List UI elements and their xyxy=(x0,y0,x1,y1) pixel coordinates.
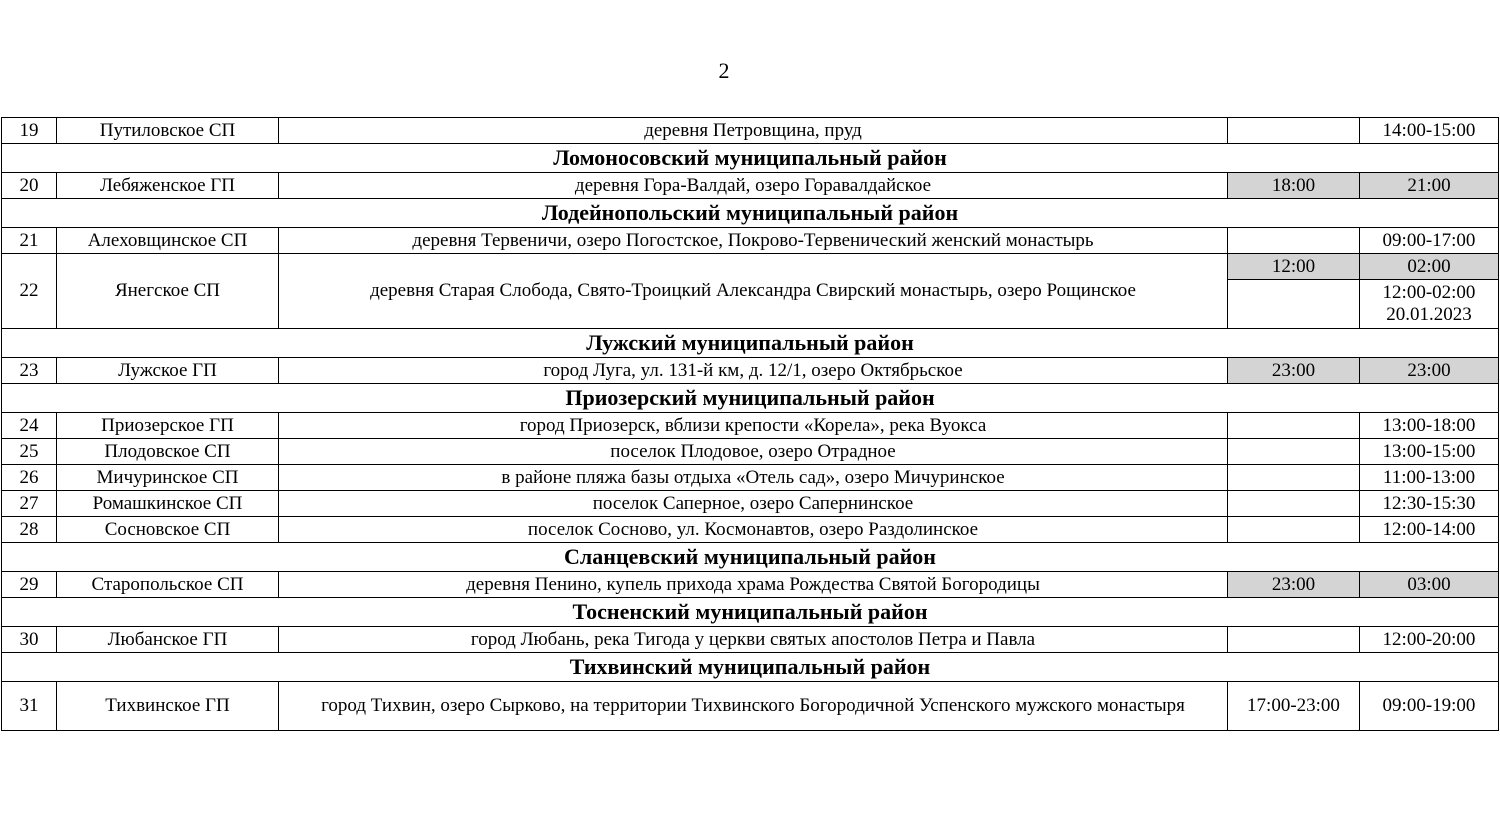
row-number: 26 xyxy=(2,465,57,491)
location-description: деревня Гора-Валдай, озеро Горавалдайское xyxy=(279,173,1228,199)
table-row xyxy=(2,517,1499,543)
table-row xyxy=(2,572,1499,598)
region-title: Приозерский муниципальный район xyxy=(2,384,1499,413)
row-number: 27 xyxy=(2,491,57,517)
table-row xyxy=(2,228,1499,254)
region-title: Лодейнопольский муниципальный район xyxy=(2,199,1499,228)
time-start xyxy=(1228,413,1360,439)
time-start xyxy=(1228,491,1360,517)
region-header-row xyxy=(2,199,1499,228)
time-end: 02:00 xyxy=(1360,254,1499,280)
region-header-row xyxy=(2,653,1499,682)
time-start xyxy=(1228,439,1360,465)
settlement-name: Плодовское СП xyxy=(57,439,279,465)
location-description: деревня Пенино, купель прихода храма Рождества Святой Богородицы xyxy=(279,572,1228,598)
location-description: поселок Сосново, ул. Космонавтов, озеро Раздолинское xyxy=(279,517,1228,543)
settlement-name: Сосновское СП xyxy=(57,517,279,543)
time-end: 23:00 xyxy=(1360,358,1499,384)
time-end: 03:00 xyxy=(1360,572,1499,598)
time-start xyxy=(1228,280,1360,329)
time-end: 12:00-20:00 xyxy=(1360,627,1499,653)
table-row xyxy=(2,413,1499,439)
location-description: город Луга, ул. 131-й км, д. 12/1, озеро Октябрьское xyxy=(279,358,1228,384)
time-end: 09:00-17:00 xyxy=(1360,228,1499,254)
settlement-name: Янегское СП xyxy=(57,254,279,329)
table-row xyxy=(2,439,1499,465)
table-row xyxy=(2,254,1499,280)
settlement-name: Любанское ГП xyxy=(57,627,279,653)
time-start xyxy=(1228,118,1360,144)
time-end: 12:30-15:30 xyxy=(1360,491,1499,517)
page-number: 2 xyxy=(718,58,730,83)
row-number: 21 xyxy=(2,228,57,254)
row-number: 20 xyxy=(2,173,57,199)
row-number: 22 xyxy=(2,254,57,329)
time-end: 13:00-18:00 xyxy=(1360,413,1499,439)
table-row xyxy=(2,465,1499,491)
location-description: город Тихвин, озеро Сырково, на территории Тихвинского Богородичной Успенского мужского монастыря xyxy=(279,682,1228,731)
time-start xyxy=(1228,627,1360,653)
region-header-row xyxy=(2,384,1499,413)
region-title: Ломоносовский муниципальный район xyxy=(2,144,1499,173)
row-number: 30 xyxy=(2,627,57,653)
location-description: деревня Тервеничи, озеро Погостское, Покрово-Тервенический женский монастырь xyxy=(279,228,1228,254)
row-number: 24 xyxy=(2,413,57,439)
table-row xyxy=(2,358,1499,384)
location-description: деревня Петровщина, пруд xyxy=(279,118,1228,144)
time-range-line: 12:00-02:00 xyxy=(1382,282,1476,303)
time-end: 09:00-19:00 xyxy=(1360,682,1499,731)
region-title: Сланцевский муниципальный район xyxy=(2,543,1499,572)
time-end: 11:00-13:00 xyxy=(1360,465,1499,491)
settlement-name: Мичуринское СП xyxy=(57,465,279,491)
time-start xyxy=(1228,465,1360,491)
time-range xyxy=(1360,280,1499,329)
time-start: 18:00 xyxy=(1228,173,1360,199)
time-end: 14:00-15:00 xyxy=(1360,118,1499,144)
settlement-name: Путиловское СП xyxy=(57,118,279,144)
schedule-table xyxy=(1,117,1499,731)
region-title: Лужский муниципальный район xyxy=(2,329,1499,358)
time-start: 17:00-23:00 xyxy=(1228,682,1360,731)
region-header-row xyxy=(2,598,1499,627)
table-row xyxy=(2,682,1499,731)
location-description: деревня Старая Слобода, Свято-Троицкий Александра Свирский монастырь, озеро Рощинское xyxy=(279,254,1228,329)
settlement-name: Старопольское СП xyxy=(57,572,279,598)
time-start xyxy=(1228,517,1360,543)
time-end: 13:00-15:00 xyxy=(1360,439,1499,465)
row-number: 28 xyxy=(2,517,57,543)
time-start: 12:00 xyxy=(1228,254,1360,280)
region-title: Тосненский муниципальный район xyxy=(2,598,1499,627)
region-header-row xyxy=(2,144,1499,173)
location-description: город Любань, река Тигода у церкви святых апостолов Петра и Павла xyxy=(279,627,1228,653)
time-end: 12:00-14:00 xyxy=(1360,517,1499,543)
settlement-name: Ромашкинское СП xyxy=(57,491,279,517)
time-end: 21:00 xyxy=(1360,173,1499,199)
location-description: поселок Саперное, озеро Сапернинское xyxy=(279,491,1228,517)
row-number: 23 xyxy=(2,358,57,384)
table-row xyxy=(2,118,1499,144)
settlement-name: Тихвинское ГП xyxy=(57,682,279,731)
region-header-row xyxy=(2,543,1499,572)
settlement-name: Лебяженское ГП xyxy=(57,173,279,199)
table-row xyxy=(2,173,1499,199)
row-number: 29 xyxy=(2,572,57,598)
settlement-name: Алеховщинское СП xyxy=(57,228,279,254)
settlement-name: Приозерское ГП xyxy=(57,413,279,439)
schedule-table-body xyxy=(2,118,1499,731)
row-number: 19 xyxy=(2,118,57,144)
time-range-date: 20.01.2023 xyxy=(1386,304,1472,325)
location-description: поселок Плодовое, озеро Отрадное xyxy=(279,439,1228,465)
settlement-name: Лужское ГП xyxy=(57,358,279,384)
row-number: 31 xyxy=(2,682,57,731)
region-title: Тихвинский муниципальный район xyxy=(2,653,1499,682)
time-start: 23:00 xyxy=(1228,358,1360,384)
table-row xyxy=(2,627,1499,653)
row-number: 25 xyxy=(2,439,57,465)
time-start xyxy=(1228,228,1360,254)
location-description: город Приозерск, вблизи крепости «Корела», река Вуокса xyxy=(279,413,1228,439)
table-row xyxy=(2,491,1499,517)
time-start: 23:00 xyxy=(1228,572,1360,598)
location-description: в районе пляжа базы отдыха «Отель сад», озеро Мичуринское xyxy=(279,465,1228,491)
region-header-row xyxy=(2,329,1499,358)
